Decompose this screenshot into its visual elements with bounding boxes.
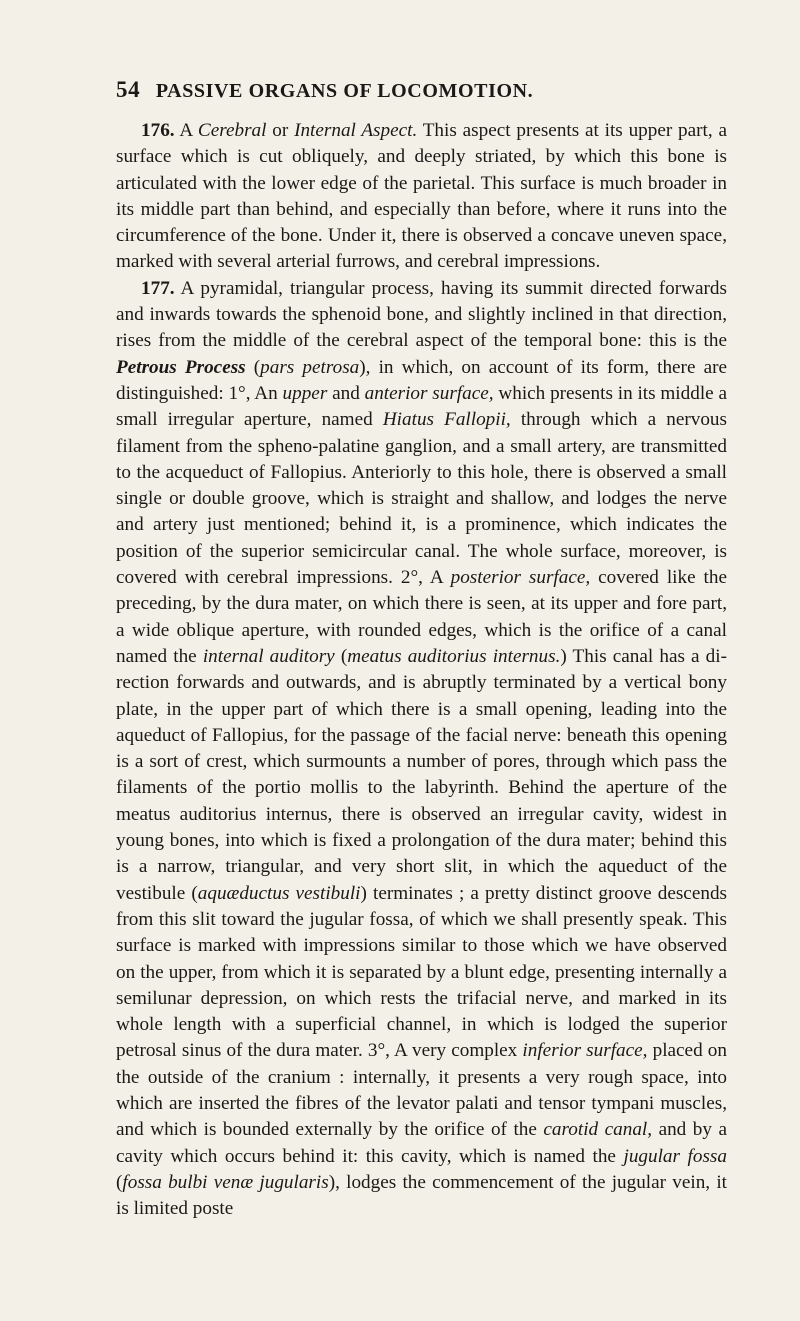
text-run: ), lodges the commencement of the jugular vein, it is limited poste xyxy=(116,1171,727,1220)
text-run: A xyxy=(179,120,198,141)
page-body xyxy=(116,118,727,1222)
text-run: ), in which, on account of its form, there are distinguished: 1°, An xyxy=(116,356,728,404)
paragraph xyxy=(116,276,727,1223)
italic-term: Petrous Process xyxy=(116,356,246,378)
text-run: or xyxy=(266,120,295,141)
paragraph-number: 176. xyxy=(141,120,175,141)
italic-term: internal auditory xyxy=(202,645,335,667)
italic-term: Cerebral xyxy=(197,120,267,141)
italic-term: pars petrosa xyxy=(260,356,360,378)
text-run: and by a cavity which occurs behind it: this cavity, which is named the xyxy=(116,1119,727,1167)
italic-term: carotid canal, xyxy=(543,1119,653,1141)
paragraph-number: 177. xyxy=(141,277,175,299)
italic-term: posterior surface, xyxy=(450,567,591,589)
italic-term: fossa bulbi venæ jugularis xyxy=(122,1171,329,1193)
italic-term: inferior surface, xyxy=(522,1040,648,1062)
page-number: 54 xyxy=(116,77,141,102)
text-run: ( xyxy=(245,356,261,378)
italic-term: anterior surface, xyxy=(364,382,494,404)
paragraph xyxy=(116,118,727,276)
italic-term: jugular fossa xyxy=(623,1145,727,1167)
text-run: covered like the preceding, by the dura mater, on which there is seen, at its upper and fore part, a wide oblique aperture, with rounded edges, which is the orifice of a canal named the xyxy=(116,567,727,667)
italic-term: upper xyxy=(282,382,328,404)
text-run: ( xyxy=(116,1171,123,1193)
text-run: which presents in its middle a small irregular aperture, named xyxy=(116,382,727,431)
text-run: ) This canal has a direction forwards and outwards, and is abruptly terminated by a vertical bony plate, in the upper part of which there is a small opening, leading into the aqueduct of Fallopius, for the passage of the facial nerve: beneath this opening is a sort of crest, which surmounts a number of pores, through which pass the filaments of the portio mollis to the labyrinth. Behind the aperture of the meatus auditorius internus, there is observed an irregular cavity, widest in young bones, into which is fixed a prolongation of the dura mater; behind this is a narrow, triangular, and very short slit, in which the aqueduct of the vestibule ( xyxy=(116,645,727,904)
text-run: through which a nervous filament from the spheno-palatine ganglion, and a small artery, are transmitted to the acqueduct of Fallopius. Anteriorly to this hole, there is observed a small single or double groove, which is straight and shallow, and lodges the nerve and artery just mentioned; behind it, is a prominence, which indicates the position of the superior semicircular canal. The whole surface, moreover, is covered with cerebral impressions. 2°, A xyxy=(116,409,727,589)
text-run: ( xyxy=(334,645,348,667)
text-run: ) terminates ; a pretty distinct groove descends from this slit toward the jugular fossa, of which we shall presently speak. This surface is marked with impressions similar to those which we have observed on the upper, from which it is separated by a blunt edge, presenting internally a semilunar depression, on which rests the trifacial nerve, and marked in its whole length with a superficial channel, in which is lodged the superior petrosal sinus of the dura mater. 3°, A very complex xyxy=(116,882,727,1062)
page-header xyxy=(116,78,716,103)
text-run: placed on the outside of the cranium : internally, it presents a very rough space, into which are inserted the fibres of the levator palati and tensor tympani muscles, and which is bounded externally by the orifice of the xyxy=(116,1040,727,1141)
text-run: This aspect presents at its upper part, a surface which is cut obliquely, and deeply striated, by which this bone is articulated with the lower edge of the parietal. This surface is much broader in its middle part than behind, and especially than before, where it runs into the circumference of the bone. Under it, there is observed a concave uneven space, marked with several arterial furrows, and cerebral impressions. xyxy=(116,120,727,273)
text-run: and xyxy=(327,382,365,404)
running-title: PASSIVE ORGANS OF LOCOMOTION. xyxy=(155,80,534,102)
italic-term: aquæductus vestibuli xyxy=(197,882,361,904)
italic-term: Hiatus Fallopii, xyxy=(382,409,511,431)
italic-term: meatus auditorius internus. xyxy=(347,645,561,667)
italic-term: Internal Aspect. xyxy=(294,120,418,141)
text-run: A pyramidal, triangular process, having its summit directed forwards and inwards towards the sphenoid bone, and slightly inclined in that direction, rises from the middle of the cerebral aspect of the temporal bone: this is the xyxy=(116,277,727,352)
